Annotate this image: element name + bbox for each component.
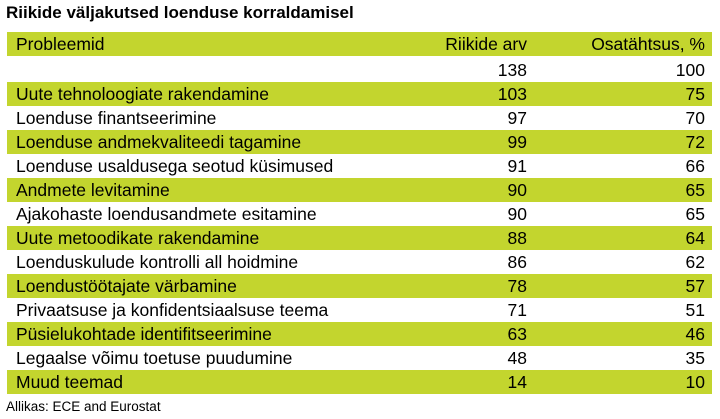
cell-count: 88 [507,228,527,248]
cell-share: 57 [685,276,705,296]
table-row [7,58,712,82]
cell-share: 66 [685,156,705,176]
cell-problem: Muud teemad [16,372,124,392]
table-title: Riikide väljakutsed loenduse korraldamisel [6,3,354,22]
cell-problem: Loendustöötajate värbamine [16,276,237,296]
cell-count: 99 [507,132,527,152]
cell-problem: Ajakohaste loendusandmete esitamine [16,204,317,224]
cell-problem: Uute tehnoloogiate rakendamine [16,84,269,104]
cell-share: 51 [685,300,705,320]
cell-count: 90 [507,204,527,224]
cell-count: 91 [507,156,527,176]
cell-share: 70 [685,108,705,128]
column-header-count: Riikide arv [445,34,527,54]
cell-share: 35 [685,348,705,368]
cell-problem: Püsielukohtade identifitseerimine [16,324,272,344]
table-row [7,226,712,250]
cell-share: 62 [685,252,705,272]
cell-problem: Loenduse andmekvaliteedi tagamine [16,132,302,152]
cell-count: 63 [507,324,527,344]
cell-count: 138 [497,60,527,80]
column-header-share: Osatähtsus, % [591,34,705,54]
table-body [7,58,712,394]
table-header-row [7,32,712,58]
cell-count: 90 [507,180,527,200]
table-row [7,82,712,106]
cell-problem: Andmete levitamine [16,180,170,200]
cell-problem: Privaatsuse ja konfidentsiaalsuse teema [16,300,329,320]
cell-problem: Loenduse usaldusega seotud küsimused [16,156,334,176]
cell-count: 103 [497,84,527,104]
cell-share: 100 [675,60,705,80]
cell-share: 10 [685,372,705,392]
cell-count: 78 [507,276,527,296]
cell-share: 65 [685,204,705,224]
cell-problem: Loenduse finantseerimine [16,108,217,128]
source-note: Allikas: ECE and Eurostat [6,399,161,414]
cell-count: 48 [507,348,527,368]
cell-count: 86 [507,252,527,272]
table-row [7,322,712,346]
table-row [7,202,712,226]
cell-share: 75 [685,84,705,104]
cell-problem: Legaalse võimu toetuse puudumine [16,348,293,368]
table-row [7,154,712,178]
table-row [7,178,712,202]
cell-share: 65 [685,180,705,200]
cell-share: 64 [685,228,705,248]
table-row [7,370,712,394]
table-row [7,346,712,370]
cell-share: 72 [685,132,705,152]
cell-problem: Uute metoodikate rakendamine [16,228,260,248]
column-header-problem: Probleemid [16,34,105,54]
table-row [7,250,712,274]
data-table [7,32,712,394]
cell-problem: Loenduskulude kontrolli all hoidmine [16,252,299,272]
cell-count: 97 [507,108,527,128]
cell-share: 46 [685,324,705,344]
table-row [7,298,712,322]
table-row [7,274,712,298]
cell-count: 71 [507,300,527,320]
table-row [7,130,712,154]
cell-count: 14 [507,372,527,392]
table-row [7,106,712,130]
